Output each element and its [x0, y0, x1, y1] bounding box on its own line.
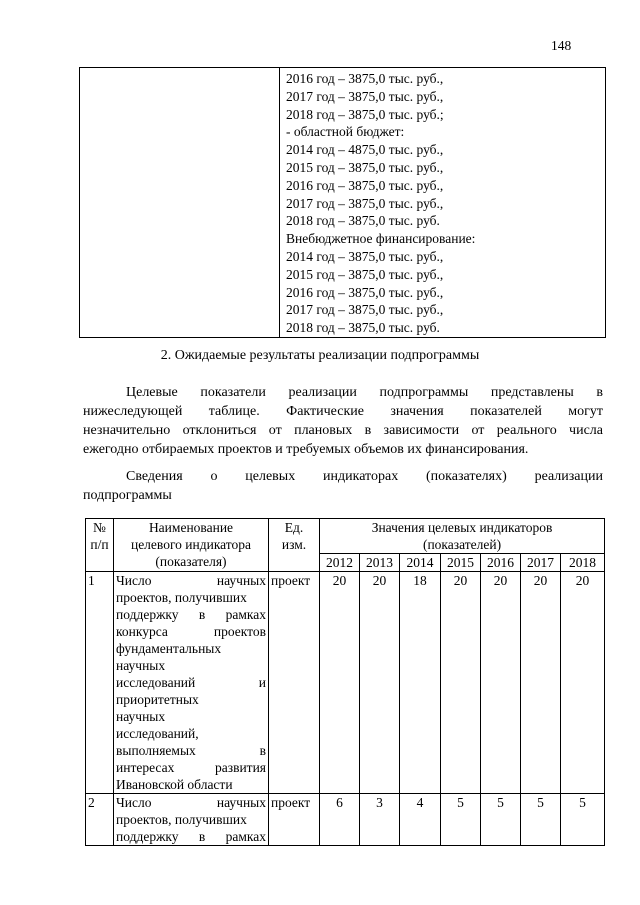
header-year: 2015 — [441, 554, 481, 572]
table-row — [86, 794, 605, 846]
paragraph-line: нижеследующей таблице. Фактические значения показателей могут — [83, 404, 603, 419]
table-caption — [83, 467, 603, 505]
financing-line: 2015 год – 3875,0 тыс. руб., — [286, 266, 444, 282]
row-indicator-name: Число научных проектов, получивших поддержку в рамках конкурса проектов фундаментальных научных исследований и приоритетных научных исследований, выполняемых в интересах развития Ивановской области — [114, 572, 269, 794]
paragraph-line: ежегодно отбираемых проектов и требуемых объемов их финансирования. — [83, 442, 529, 457]
header-values-title: Значения целевых индикаторов (показателей) — [320, 519, 605, 554]
caption-line: Сведения о целевых индикаторах (показателях) реализации — [126, 469, 603, 484]
row-value: 20 — [481, 572, 521, 794]
financing-line: 2018 год – 3875,0 тыс. руб. — [286, 213, 440, 229]
financing-line: 2018 год – 3875,0 тыс. руб.; — [286, 106, 444, 122]
financing-line: 2017 год – 3875,0 тыс. руб., — [286, 88, 444, 104]
row-value: 20 — [320, 572, 360, 794]
header-year: 2012 — [320, 554, 360, 572]
paragraph-line: незначительно отклониться от плановых в зависимости от реального числа — [83, 423, 603, 438]
row-value: 20 — [360, 572, 400, 794]
header-year: 2018 — [561, 554, 605, 572]
caption-line: подпрограммы — [83, 488, 172, 503]
row-unit: проект — [269, 794, 320, 846]
header-unit: Ед. изм. — [269, 519, 320, 572]
row-indicator-name: Число научных проектов, получивших поддержку в рамках — [114, 794, 269, 846]
header-year: 2013 — [360, 554, 400, 572]
row-value: 5 — [481, 794, 521, 846]
financing-table — [79, 67, 606, 338]
row-unit: проект — [269, 572, 320, 794]
header-num: № п/п — [86, 519, 114, 572]
financing-line: 2015 год – 3875,0 тыс. руб., — [286, 159, 444, 175]
financing-line: 2014 год – 3875,0 тыс. руб., — [286, 248, 444, 264]
row-num: 1 — [86, 572, 114, 794]
financing-line: - областной бюджет: — [286, 124, 405, 140]
financing-label-cell — [80, 68, 280, 338]
header-name: Наименование целевого индикатора (показателя) — [114, 519, 269, 572]
financing-values-cell — [280, 68, 606, 338]
section-heading: 2. Ожидаемые результаты реализации подпрограммы — [160, 348, 480, 363]
financing-line: 2016 год – 3875,0 тыс. руб., — [286, 71, 444, 86]
header-year: 2016 — [481, 554, 521, 572]
row-value: 3 — [360, 794, 400, 846]
financing-line: 2016 год – 3875,0 тыс. руб., — [286, 284, 444, 300]
financing-line: Внебюджетное финансирование: — [286, 231, 476, 247]
financing-line: 2017 год – 3875,0 тыс. руб., — [286, 195, 444, 211]
row-value: 4 — [400, 794, 441, 846]
row-value: 5 — [441, 794, 481, 846]
row-num: 2 — [86, 794, 114, 846]
row-value: 5 — [561, 794, 605, 846]
paragraph-line: Целевые показатели реализации подпрограммы представлены в — [126, 385, 603, 400]
table-row — [86, 572, 605, 794]
financing-line: 2017 год – 3875,0 тыс. руб., — [286, 302, 444, 318]
header-year: 2017 — [521, 554, 561, 572]
row-value: 20 — [561, 572, 605, 794]
financing-line: 2014 год – 4875,0 тыс. руб., — [286, 142, 444, 158]
row-value: 6 — [320, 794, 360, 846]
indicators-table — [85, 518, 605, 846]
header-year: 2014 — [400, 554, 441, 572]
page-number: 148 — [551, 38, 572, 53]
body-paragraph — [83, 383, 603, 459]
financing-line: 2018 год – 3875,0 тыс. руб. — [286, 320, 440, 336]
row-value: 5 — [521, 794, 561, 846]
row-value: 18 — [400, 572, 441, 794]
row-value: 20 — [441, 572, 481, 794]
financing-line: 2016 год – 3875,0 тыс. руб., — [286, 177, 444, 193]
row-value: 20 — [521, 572, 561, 794]
